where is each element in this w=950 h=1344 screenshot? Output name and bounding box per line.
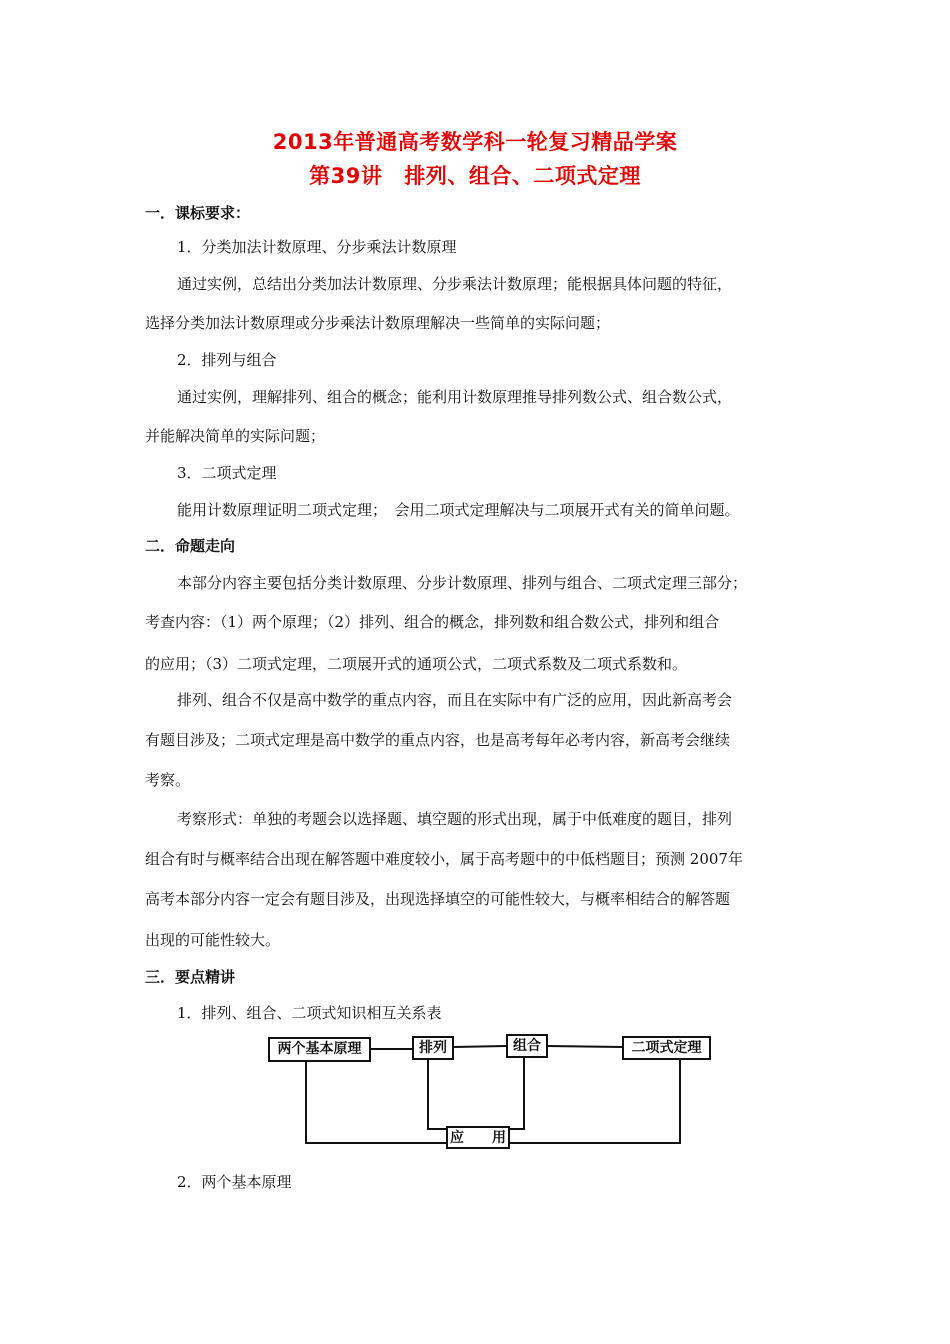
section-heading-3: 三．要点精讲 [145,968,236,986]
box-application: 应 用 [446,1126,510,1149]
paragraph-line: 能用计数原理证明二项式定理； 会用二项式定理解决与二项展开式有关的简单问题。 [177,501,740,519]
paragraph-line: 1．分类加法计数原理、分步乘法计数原理 [177,238,457,256]
relationship-diagram [268,1030,718,1155]
paragraph-line: 考查内容：（1）两个原理；（2）排列、组合的概念，排列数和组合数公式，排列和组合 [145,613,720,631]
paragraph-line: 组合有时与概率结合出现在解答题中难度较小，属于高考题中的中低档题目；预测 2007年 [145,850,743,868]
box-permutation: 排列 [412,1036,454,1060]
lecture-topic: 排列、组合、二项式定理 [404,164,641,188]
paragraph-line: 本部分内容主要包括分类计数原理、分步计数原理、排列与组合、二项式定理三部分； [177,574,748,592]
paragraph-line: 考察。 [145,771,191,789]
paragraph-line: 2．排列与组合 [177,351,277,369]
doc-title: 2013年普通高考数学科一轮复习精品学案 [272,130,678,154]
box-two-principles: 两个基本原理 [268,1037,371,1062]
paragraph-line: 并能解决简单的实际问题； [145,427,326,445]
paragraph-line: 通过实例，总结出分类加法计数原理、分步乘法计数原理；能根据具体问题的特征， [177,275,733,293]
paragraph-line: 排列、组合不仅是高中数学的重点内容，而且在实际中有广泛的应用，因此新高考会 [177,691,733,709]
paragraph-line: 高考本部分内容一定会有题目涉及，出现选择填空的可能性较大，与概率相结合的解答题 [145,890,731,908]
subsection-relation-table: 1．排列、组合、二项式知识相互关系表 [177,1004,442,1022]
box-binomial-theorem: 二项式定理 [622,1036,711,1060]
subsection-two-principles: 2．两个基本原理 [177,1173,292,1191]
paragraph-line: 有题目涉及；二项式定理是高中数学的重点内容，也是高考每年必考内容，新高考会继续 [145,731,731,749]
section-heading-2: 二．命题走向 [145,537,236,555]
paragraph-line: 出现的可能性较大。 [145,931,281,949]
paragraph-line: 考察形式：单独的考题会以选择题、填空题的形式出现，属于中低难度的题目，排列 [177,810,733,828]
lecture-number: 第39讲 [309,164,383,188]
lecture-title [0,160,950,190]
paragraph-line: 的应用；（3）二项式定理，二项展开式的通项公式，二项式系数及二项式系数和。 [145,655,688,673]
section-heading-1: 一．课标要求： [145,204,251,222]
paragraph-line: 选择分类加法计数原理或分步乘法计数原理解决一些简单的实际问题； [145,314,611,332]
box-combination: 组合 [506,1034,548,1058]
paragraph-line: 3．二项式定理 [177,464,277,482]
paragraph-line: 通过实例，理解排列、组合的概念；能利用计数原理推导排列数公式、组合数公式， [177,388,733,406]
